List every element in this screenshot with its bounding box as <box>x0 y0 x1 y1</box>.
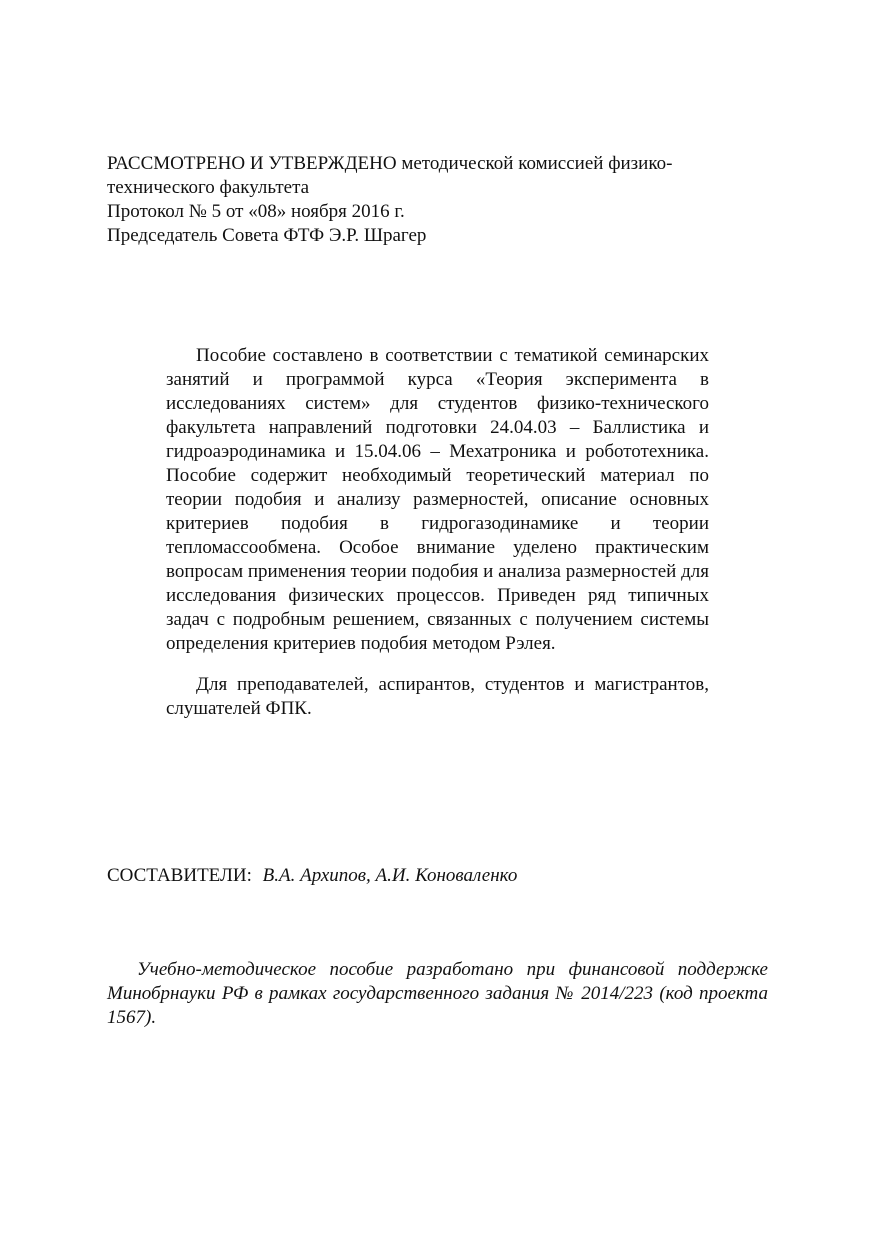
approval-block <box>107 152 747 248</box>
annotation-block <box>166 344 709 721</box>
compilers-label: СОСТАВИТЕЛИ: <box>107 865 252 886</box>
funding-note <box>107 958 768 1030</box>
audience-paragraph: Для преподавателей, аспирантов, студентов и магистрантов, слушателей ФПК. <box>166 674 709 719</box>
chairman-line: Председатель Совета ФТФ Э.Р. Шрагер <box>107 225 427 246</box>
approval-line-1: РАССМОТРЕНО И УТВЕРЖДЕНО методической комиссией физико- <box>107 153 673 174</box>
protocol-line: Протокол № 5 от «08» ноября 2016 г. <box>107 201 405 222</box>
compilers-names: В.А. Архипов, А.И. Коноваленко <box>262 865 518 886</box>
compilers-line <box>107 864 517 888</box>
annotation-paragraph: Пособие составлено в соответствии с тематикой семинарских занятий и программой курса «Теория эксперимента в исследованиях систем» для студентов физико-технического факультета направлений подготовки 24.04.03 – Баллистика и гидроаэродинамика и 15.04.06 – Мехатроника и робототехника. Пособие содержит необходимый теоретический материал по теории подобия и анализу размерностей, описание основных критериев подобия в гидрогазодинамике и теории тепломассообмена. Особое внимание уделено практическим вопросам применения теории подобия и анализа размерностей для исследования физических процессов. Приведен ряд типичных задач с подробным решением, связанных с получением системы определения критериев подобия методом Рэлея. <box>166 345 709 654</box>
funding-text: Учебно-методическое пособие разработано при финансовой поддержке Минобрнауки РФ в рамках государственного задания № 2014/223 (код проекта 1567). <box>107 959 768 1028</box>
approval-line-2: технического факультета <box>107 177 310 198</box>
